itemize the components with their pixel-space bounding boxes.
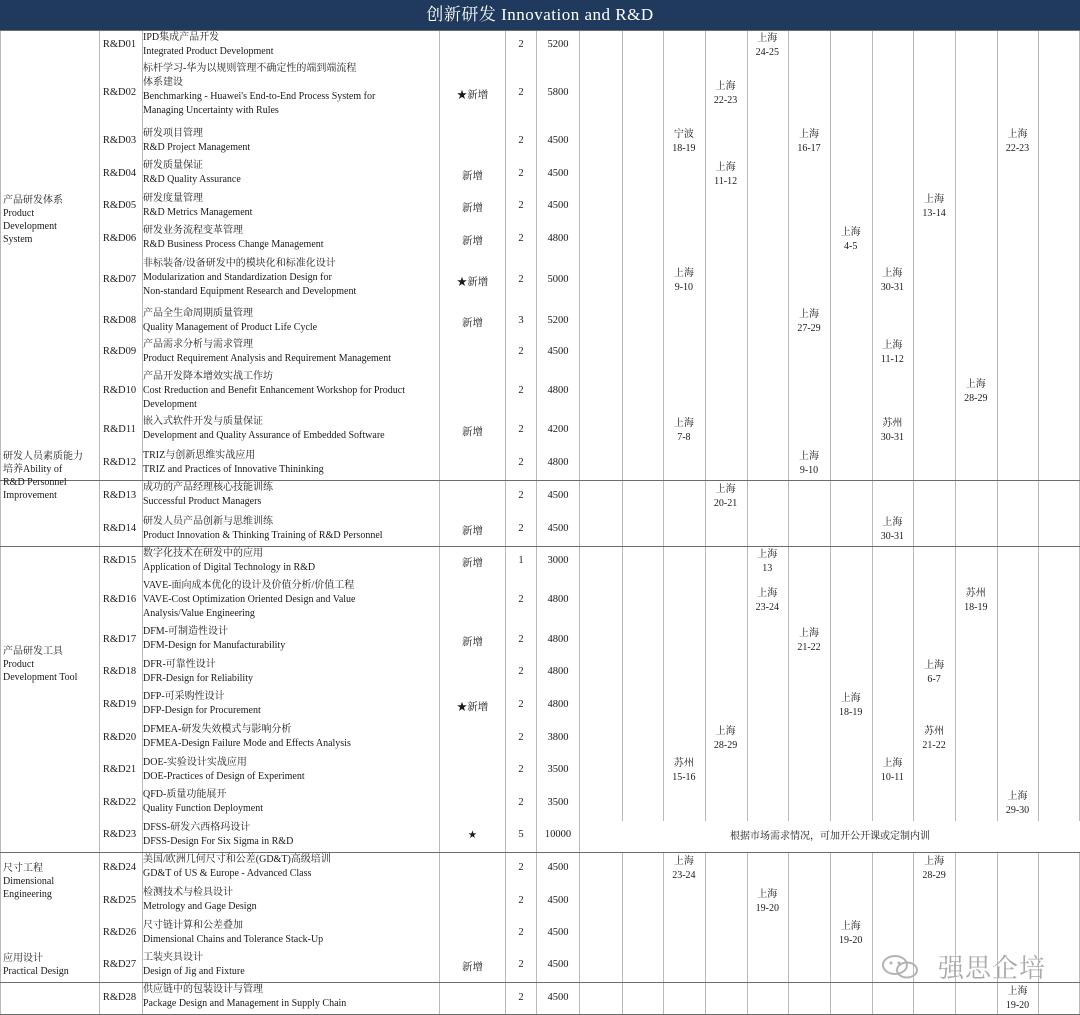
session-cell: 上海 20-21	[713, 484, 738, 509]
course-name	[143, 690, 439, 718]
course-name-cn: 产品开发降本增效实战工作坊	[143, 371, 273, 382]
course-code: R&D15	[102, 555, 137, 566]
course-name-en: DFP-Design for Procurement	[143, 705, 261, 716]
course-price: 5000	[547, 274, 569, 285]
course-name-cn: 成功的产品经理核心技能训练	[143, 482, 273, 493]
course-price: 4500	[547, 200, 569, 211]
course-code: R&D02	[102, 87, 137, 98]
session-cell: 上海 22-23	[1005, 129, 1030, 154]
course-name-cn: 标杆学习-华为以规则管理不确定性的端到端流程 体系建设	[143, 63, 357, 88]
course-price: 4800	[547, 666, 569, 677]
session-cell: 上海 21-22	[797, 628, 821, 653]
course-name-cn: QFD-质量功能展开	[143, 789, 227, 800]
course-name-en: Package Design and Management in Supply Chain	[143, 998, 347, 1009]
course-name	[143, 515, 439, 543]
course-price: 5200	[547, 315, 569, 326]
course-name-cn: DFMEA-研发失效模式与影响分析	[143, 724, 292, 735]
table-row	[0, 787, 1080, 820]
course-name-en: R&D Quality Assurance	[143, 174, 241, 185]
course-code: R&D16	[102, 594, 137, 605]
course-name-cn: 产品需求分析与需求管理	[143, 339, 253, 350]
table-row	[0, 191, 1080, 223]
course-name-en: Integrated Product Development	[143, 46, 274, 57]
session-cell: 上海 28-29	[713, 726, 738, 751]
course-name	[143, 951, 439, 979]
watermark-text: 强思企培	[937, 954, 1046, 984]
session-cell: 上海 7-8	[673, 418, 694, 443]
course-code: R&D18	[102, 666, 137, 677]
course-code: R&D26	[102, 927, 137, 938]
course-name-en: Product Innovation & Thinking Training of R&D Personnel	[143, 530, 383, 541]
table-row	[0, 306, 1080, 337]
course-code: R&D09	[102, 346, 137, 357]
course-name-cn: IPD集成产品开发	[143, 32, 220, 43]
course-name-en: GD&T of US & Europe - Advanced Class	[143, 868, 312, 879]
course-price: 5800	[547, 87, 569, 98]
course-price: 4800	[547, 699, 569, 710]
course-price: 4500	[547, 927, 569, 938]
course-name-en: Benchmarking - Huawei's End-to-End Process System for Managing Uncertainty with Rules	[143, 91, 376, 116]
course-code: R&D20	[102, 732, 137, 743]
session-cell: 上海 30-31	[880, 268, 905, 293]
course-name	[143, 625, 439, 653]
course-name-cn: 美国/欧洲几何尺寸和公差(GD&T)高级培训	[143, 854, 331, 865]
course-name-en: Quality Management of Product Life Cycle	[143, 322, 318, 333]
course-code: R&D28	[102, 992, 137, 1003]
course-name	[143, 307, 439, 335]
course-code: R&D22	[102, 797, 137, 808]
course-price: 10000	[544, 829, 572, 840]
course-name-en: Development and Quality Assurance of Embedded Software	[143, 430, 385, 441]
course-price: 4800	[547, 233, 569, 244]
course-name-en: Product Requirement Analysis and Requirement Management	[143, 353, 391, 364]
session-cell: 上海 28-29	[964, 379, 988, 404]
course-schedule-table	[0, 30, 1080, 1015]
category-label: 尺寸工程 Dimensional Engineering	[3, 863, 55, 900]
course-name	[143, 788, 439, 816]
course-days: 2	[518, 346, 524, 357]
course-name-cn: 研发度量管理	[143, 193, 203, 204]
session-cell: 上海 9-10	[799, 451, 819, 476]
session-cell: 上海 16-17	[797, 129, 821, 154]
new-course-badge: ★新增	[456, 277, 489, 288]
table-row	[0, 337, 1080, 369]
course-name	[143, 192, 439, 220]
course-name	[143, 449, 439, 477]
session-cell: 上海 27-29	[797, 309, 821, 334]
new-course-badge: 新增	[462, 526, 483, 537]
course-days: 1	[518, 555, 524, 566]
table-row	[0, 30, 1080, 61]
table-row	[0, 755, 1080, 787]
session-cell: 苏州 30-31	[880, 418, 905, 443]
course-days: 2	[518, 862, 524, 873]
session-cell: 上海 19-20	[755, 889, 779, 914]
course-price: 4500	[547, 490, 569, 501]
course-days: 2	[518, 594, 524, 605]
session-cell: 上海 18-19	[839, 693, 863, 718]
course-name-cn: 数字化技术在研发中的应用	[143, 548, 263, 559]
session-cell: 上海 19-20	[1005, 986, 1030, 1011]
course-name-en: DFM-Design for Manufacturability	[143, 640, 286, 651]
course-name-cn: 供应链中的包装设计与管理	[143, 984, 263, 995]
course-name-en: Successful Product Managers	[143, 496, 262, 507]
course-name-cn: 研发质量保证	[143, 160, 203, 171]
category-label: 产品研发工具 Product Development Tool	[3, 646, 78, 683]
course-name-cn: 产品全生命周期质量管理	[143, 308, 253, 319]
course-code: R&D25	[102, 895, 137, 906]
course-name-en: DFSS-Design For Six Sigma in R&D	[143, 836, 294, 847]
course-days: 2	[518, 523, 524, 534]
course-days: 2	[518, 732, 524, 743]
course-code: R&D12	[102, 457, 137, 468]
course-name-cn: 研发业务流程变革管理	[143, 225, 243, 236]
table-row	[0, 61, 1080, 126]
course-days: 2	[518, 927, 524, 938]
course-days: 2	[518, 200, 524, 211]
course-name	[143, 919, 439, 947]
table-row	[0, 820, 1080, 852]
course-name-cn: TRIZ与创新思维实战应用	[143, 450, 256, 461]
course-days: 2	[518, 457, 524, 468]
session-cell: 上海 23-24	[672, 856, 696, 881]
course-price: 4500	[547, 959, 569, 970]
course-code: R&D06	[102, 233, 137, 244]
new-course-badge: ★	[467, 830, 478, 841]
course-name	[143, 853, 439, 881]
course-name-en: R&D Metrics Management	[143, 207, 253, 218]
table-row	[0, 657, 1080, 689]
course-name-cn: 检测技术与检具设计	[143, 887, 233, 898]
course-code: R&D04	[102, 168, 137, 179]
table-row	[0, 982, 1080, 1015]
session-cell: 苏州 18-19	[964, 588, 988, 613]
course-days: 2	[518, 87, 524, 98]
session-cell: 上海 13-14	[922, 194, 946, 219]
category-label: 产品研发体系 Product Development System	[3, 195, 63, 245]
course-price: 4800	[547, 457, 569, 468]
course-name-cn: DFP-可采购性设计	[143, 691, 225, 702]
course-name-cn: DFM-可制造性设计	[143, 626, 229, 637]
session-cell: 上海 22-23	[713, 81, 738, 106]
course-code: R&D23	[102, 829, 137, 840]
course-name-cn: 研发项目管理	[143, 128, 203, 139]
table-row	[0, 578, 1080, 624]
session-cell: 宁波 18-19	[672, 129, 696, 154]
course-name	[143, 370, 439, 412]
session-cell: 上海 13	[757, 549, 778, 574]
course-code: R&D13	[102, 490, 137, 501]
table-row	[0, 514, 1080, 546]
course-name-en: Modularization and Standardization Design for Non-standard Equipment Research and Development	[143, 272, 357, 297]
course-name-en: R&D Project Management	[143, 142, 251, 153]
course-code: R&D21	[102, 764, 137, 775]
course-name	[143, 723, 439, 751]
course-name-en: R&D Business Process Change Management	[143, 239, 324, 250]
course-name	[143, 257, 439, 299]
session-cell: 上海 30-31	[880, 517, 905, 542]
course-price: 4500	[547, 346, 569, 357]
table-row	[0, 414, 1080, 448]
course-days: 5	[518, 829, 524, 840]
course-name	[143, 983, 439, 1011]
new-course-badge: 新增	[462, 318, 483, 329]
course-code: R&D14	[102, 523, 137, 534]
course-price: 3800	[547, 732, 569, 743]
course-price: 4800	[547, 634, 569, 645]
table-row	[0, 689, 1080, 722]
session-cell: 苏州 15-16	[672, 758, 696, 783]
course-code: R&D27	[102, 959, 137, 970]
course-days: 2	[518, 490, 524, 501]
course-days: 2	[518, 634, 524, 645]
session-cell: 上海 19-20	[839, 921, 863, 946]
course-name-en: DFR-Design for Reliability	[143, 673, 253, 684]
session-cell: 上海 23-24	[755, 588, 779, 613]
course-name-cn: 工装夹具设计	[143, 952, 203, 963]
session-cell: 上海 29-30	[1005, 791, 1030, 816]
course-price: 4500	[547, 523, 569, 534]
session-cell: 苏州 21-22	[922, 726, 946, 751]
course-name-en: DOE-Practices of Design of Experiment	[143, 771, 305, 782]
course-code: R&D11	[103, 424, 136, 435]
course-name-en: TRIZ and Practices of Innovative Thininking	[143, 464, 324, 475]
session-cell: 上海 10-11	[880, 758, 904, 783]
course-name-cn: 尺寸链计算和公差叠加	[143, 920, 243, 931]
course-code: R&D19	[102, 699, 137, 710]
course-days: 2	[518, 424, 524, 435]
course-name-cn: VAVE-面向成本优化的设计及价值分析/价值工程	[143, 580, 355, 591]
course-name-cn: 嵌入式软件开发与质量保证	[143, 416, 263, 427]
table-row	[0, 223, 1080, 256]
course-price: 3500	[547, 764, 569, 775]
table-row	[0, 918, 1080, 950]
course-days: 2	[518, 233, 524, 244]
course-name-cn: DFSS-研发六西格玛设计	[143, 822, 251, 833]
new-course-badge: ★新增	[456, 702, 489, 713]
course-price: 4500	[547, 862, 569, 873]
course-price: 5200	[547, 39, 569, 50]
new-course-badge: 新增	[462, 203, 483, 214]
course-price: 3000	[547, 555, 569, 566]
course-name	[143, 658, 439, 686]
table-row	[0, 480, 1080, 514]
course-name-cn: DFR-可靠性设计	[143, 659, 216, 670]
course-price: 4800	[547, 594, 569, 605]
new-course-badge: 新增	[462, 962, 483, 973]
course-price: 4500	[547, 135, 569, 146]
course-name-en: Quality Function Deployment	[143, 803, 263, 814]
course-price: 4500	[547, 895, 569, 906]
session-cell: 上海 11-12	[714, 162, 738, 187]
wechat-icon	[880, 952, 922, 982]
course-name-cn: 非标装备/设备研发中的模块化和标准化设计	[143, 258, 336, 269]
table-row	[0, 158, 1080, 191]
course-name-cn: DOE-实验设计实战应用	[143, 757, 247, 768]
course-price: 4200	[547, 424, 569, 435]
table-row	[0, 546, 1080, 578]
course-code: R&D03	[102, 135, 137, 146]
course-code: R&D01	[102, 39, 137, 50]
new-course-badge: 新增	[462, 558, 483, 569]
course-name	[143, 756, 439, 784]
table-row	[0, 885, 1080, 918]
new-course-badge: ★新增	[456, 90, 489, 101]
course-name-en: DFMEA-Design Failure Mode and Effects Analysis	[143, 738, 351, 749]
new-course-badge: 新增	[462, 427, 483, 438]
table-row	[0, 369, 1080, 414]
course-name	[143, 338, 439, 366]
session-cell: 上海 4-5	[840, 227, 861, 252]
course-name	[143, 159, 439, 187]
course-name-en: Metrology and Gage Design	[143, 901, 257, 912]
course-name-en: Application of Digital Technology in R&D	[143, 562, 316, 573]
course-code: R&D07	[102, 274, 137, 285]
course-name-cn: 研发人员产品创新与思维训练	[143, 516, 273, 527]
session-cell: 上海 24-25	[755, 33, 779, 58]
session-cell: 上海 6-7	[924, 660, 945, 685]
course-price: 3500	[547, 797, 569, 808]
course-days: 3	[518, 315, 524, 326]
course-name	[143, 224, 439, 252]
course-code: R&D24	[102, 862, 137, 873]
course-days: 2	[518, 992, 524, 1003]
table-row	[0, 448, 1080, 480]
category-label: 研发人员素质能力 培养Ability of R&D Personnel Improvement	[3, 451, 83, 501]
new-course-badge: 新增	[462, 171, 483, 182]
course-price: 4500	[547, 992, 569, 1003]
course-days: 2	[518, 39, 524, 50]
course-name-en: Design of Jig and Fixture	[143, 966, 245, 977]
session-cell: 上海 9-10	[673, 268, 694, 293]
course-days: 2	[518, 959, 524, 970]
course-days: 2	[518, 699, 524, 710]
table-row	[0, 126, 1080, 158]
course-days: 2	[518, 895, 524, 906]
schedule-note: 根据市场需求情况，可加开公开课或定制内训	[580, 821, 1080, 852]
course-days: 2	[518, 135, 524, 146]
course-days: 2	[518, 666, 524, 677]
course-name-en: Cost Rreduction and Benefit Enhancement Workshop for Product Development	[143, 385, 406, 410]
course-name	[143, 127, 439, 155]
course-name	[143, 481, 439, 509]
table-title: 创新研发 Innovation and R&D	[0, 0, 1080, 30]
course-days: 2	[518, 764, 524, 775]
category-label: 应用设计 Practical Design	[3, 953, 69, 977]
course-days: 2	[518, 168, 524, 179]
table-row	[0, 852, 1080, 885]
course-code: R&D08	[102, 315, 137, 326]
course-code: R&D17	[102, 634, 137, 645]
course-days: 2	[518, 385, 524, 396]
table-row	[0, 624, 1080, 657]
course-name	[143, 62, 439, 118]
course-days: 2	[518, 797, 524, 808]
course-code: R&D10	[102, 385, 137, 396]
course-name	[143, 886, 439, 914]
course-name	[143, 547, 439, 575]
course-name	[143, 31, 439, 59]
table-row	[0, 256, 1080, 306]
course-days: 2	[518, 274, 524, 285]
course-name-en: Dimensional Chains and Tolerance Stack-Up	[143, 934, 324, 945]
course-name	[143, 579, 439, 621]
table-row	[0, 722, 1080, 755]
course-name	[143, 415, 439, 443]
new-course-badge: 新增	[462, 637, 483, 648]
course-name-en: VAVE-Cost Optimization Oriented Design and Value Analysis/Value Engineering	[143, 594, 356, 619]
course-price: 4500	[547, 168, 569, 179]
course-name	[143, 821, 439, 849]
session-cell: 上海 28-29	[922, 856, 946, 881]
new-course-badge: 新增	[462, 236, 483, 247]
course-price: 4800	[547, 385, 569, 396]
session-cell: 上海 11-12	[880, 340, 904, 365]
course-code: R&D05	[102, 200, 137, 211]
